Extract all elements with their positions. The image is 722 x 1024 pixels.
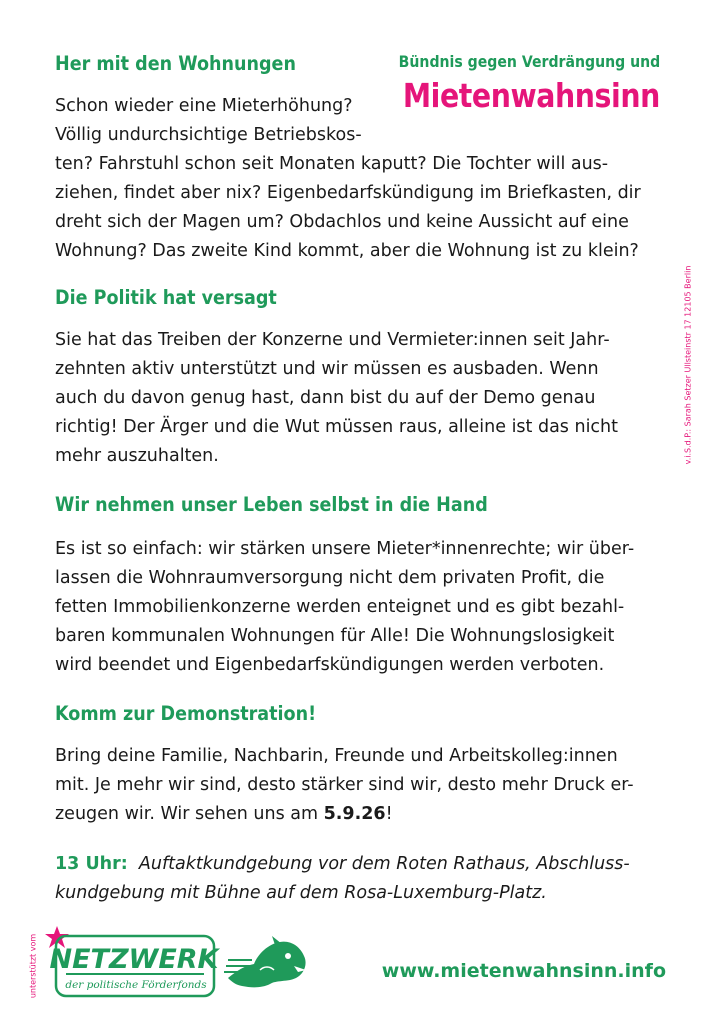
body-line: wird beendet und Eigenbedarfskündigungen werden verboten. xyxy=(55,655,605,675)
schedule xyxy=(55,850,630,908)
schedule-line: kundgebung mit Bühne auf dem Rosa-Luxemburg-Platz. xyxy=(55,883,547,903)
alliance-name-line2: Mietenwahnsinn xyxy=(402,76,660,115)
website-url: www.mietenwahnsinn.info xyxy=(381,960,666,982)
body-line: Bring deine Familie, Nachbarin, Freunde und Arbeitskolleg:innen xyxy=(55,746,618,766)
boar-emblem-icon xyxy=(224,926,310,994)
schedule-text: Auftaktkundgebung vor dem Roten Rathaus, Abschluss- xyxy=(138,854,630,874)
netzwerk-logo-subtitle: der politische Förderfonds xyxy=(65,979,207,991)
body-line: lassen die Wohnraumversorgung nicht dem privaten Profit, die xyxy=(55,568,605,588)
body-line: Wohnung? Das zweite Kind kommt, aber die Wohnung ist zu klein? xyxy=(55,241,639,261)
supported-by-label: unterstützt vom xyxy=(28,933,38,999)
section-heading-wohnungen: Her mit den Wohnungen xyxy=(55,52,296,75)
netzwerk-logo-text: NETZWERK xyxy=(49,944,219,975)
body-line-text: zeugen wir. Wir sehen uns am xyxy=(55,804,324,824)
body-line: dreht sich der Magen um? Obdachlos und keine Aussicht auf eine xyxy=(55,212,629,232)
body-line: zehnten aktiv unterstützt und wir müssen es ausbaden. Wenn xyxy=(55,359,599,379)
section-body-wohnungen xyxy=(55,92,641,266)
section-heading-demonstration: Komm zur Demonstration! xyxy=(55,702,317,725)
section-heading-politik: Die Politik hat versagt xyxy=(55,286,277,309)
body-line xyxy=(55,800,634,829)
alliance-name-line1: Bündnis gegen Verdrängung und xyxy=(398,52,660,71)
body-line: Schon wieder eine Mieterhöhung? xyxy=(55,96,353,116)
section-body-demonstration xyxy=(55,742,634,829)
section-heading-leben: Wir nehmen unser Leben selbst in die Hand xyxy=(55,493,488,516)
schedule-line xyxy=(55,850,630,879)
body-line: ten? Fahrstuhl schon seit Monaten kaputt? Die Tochter will aus- xyxy=(55,154,609,174)
section-body-leben xyxy=(55,535,634,680)
body-line: Sie hat das Treiben der Konzerne und Vermieter:innen seit Jahr- xyxy=(55,330,610,350)
body-line: mehr auszuhalten. xyxy=(55,446,219,466)
body-line: Völlig undurchsichtige Betriebskos- xyxy=(55,125,362,145)
netzwerk-logo xyxy=(44,924,220,1000)
body-line: auch du davon genug hast, dann bist du auf der Demo genau xyxy=(55,388,596,408)
body-line: baren kommunalen Wohnungen für Alle! Die Wohnungslosigkeit xyxy=(55,626,615,646)
body-line-suffix: ! xyxy=(385,804,393,824)
body-line: mit. Je mehr wir sind, desto stärker sind wir, desto mehr Druck er- xyxy=(55,775,634,795)
body-line: fetten Immobilienkonzerne werden enteignet und es gibt bezahl- xyxy=(55,597,625,617)
section-body-politik xyxy=(55,326,618,471)
schedule-time: 13 Uhr: xyxy=(55,854,128,874)
body-line: Es ist so einfach: wir stärken unsere Mieter*innenrechte; wir über- xyxy=(55,539,635,559)
imprint-text: v.i.S.d.P.: Sarah Setzer Ullsteinstr 17 12105 Berlin xyxy=(683,265,693,465)
body-line: ziehen, findet aber nix? Eigenbedarfskündigung im Briefkasten, dir xyxy=(55,183,641,203)
demo-date: 5.9.26 xyxy=(323,804,386,824)
body-line: richtig! Der Ärger und die Wut müssen raus, alleine ist das nicht xyxy=(55,417,619,437)
